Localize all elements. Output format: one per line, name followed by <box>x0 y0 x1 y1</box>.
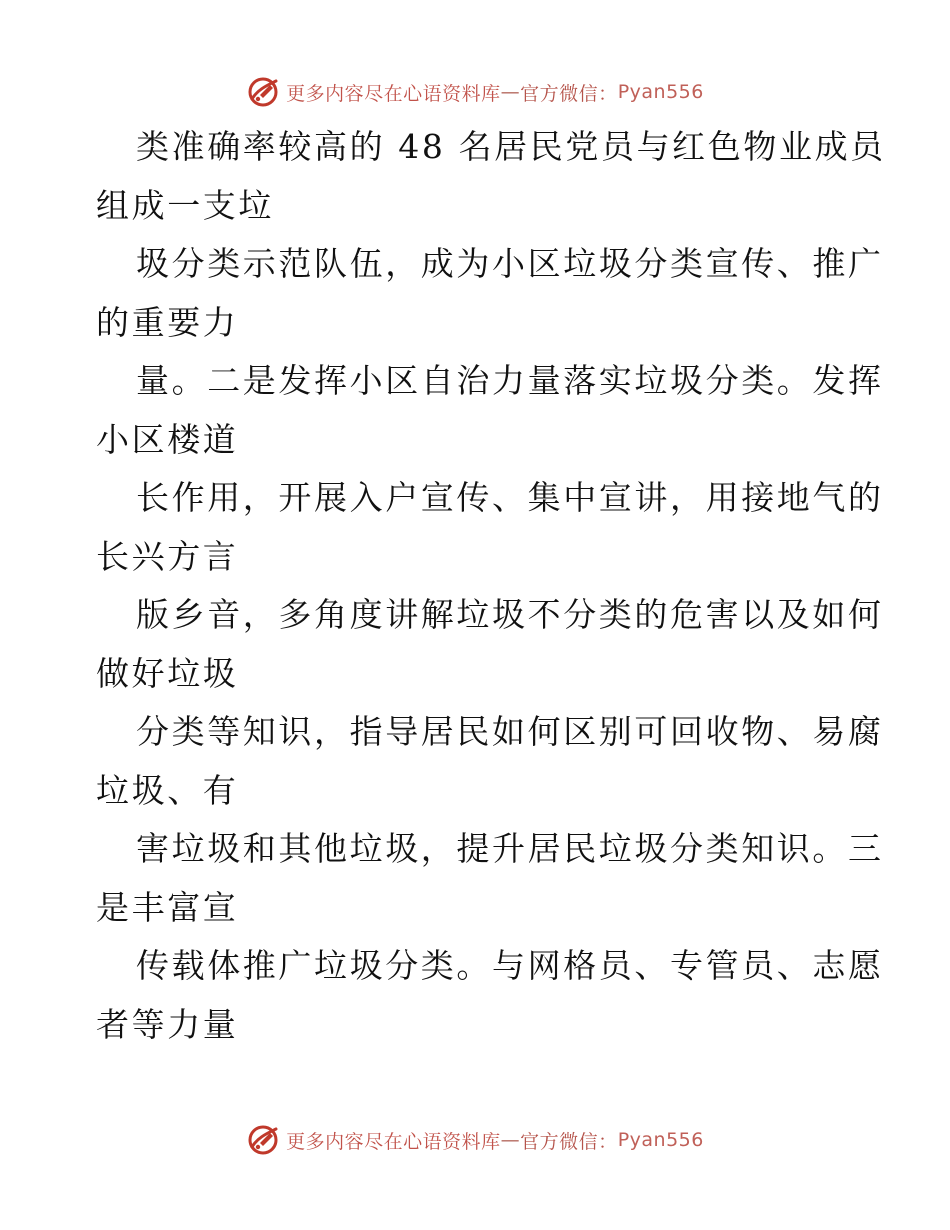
text-line: 长作用，开展入户宣传、集中宣讲，用接地气的 <box>136 478 884 517</box>
pen-swirl-logo-icon <box>246 75 280 109</box>
banner-wechat-id: Pyan556 <box>617 1129 704 1151</box>
footer-banner <box>0 1120 950 1160</box>
pen-swirl-logo-icon <box>246 1123 280 1157</box>
text-line: 版乡音，多角度讲解垃圾不分类的危害以及如何 <box>136 595 884 634</box>
text-line: 的重要力 <box>96 302 239 342</box>
text-line-pair <box>96 118 886 235</box>
banner-brand-text: 更多内容尽在心语资料库 <box>286 82 501 105</box>
banner-dash: — <box>500 1129 521 1151</box>
text-line: 传载体推广垃圾分类。与网格员、专管员、志愿 <box>136 946 884 985</box>
text-line-pair <box>96 937 884 1054</box>
banner-wechat-label: 官方微信： <box>520 82 618 105</box>
text-line: 长兴方言 <box>96 536 239 576</box>
banner-dash: — <box>500 81 521 103</box>
banner-brand-text: 更多内容尽在心语资料库 <box>286 1130 501 1153</box>
text-line: 是丰富宣 <box>96 887 239 927</box>
text-line-pair <box>96 469 884 586</box>
text-line: 类准确率较高的 48 名居民党员与红色物业成员 <box>136 127 886 166</box>
text-line: 组成一支垃 <box>96 185 274 225</box>
text-line: 者等力量 <box>96 1004 239 1044</box>
text-line-pair <box>96 235 884 352</box>
text-line-pair <box>96 820 884 937</box>
text-line-pair <box>96 586 884 703</box>
text-line: 小区楼道 <box>96 419 239 459</box>
banner-wechat-id: Pyan556 <box>617 81 704 103</box>
document-body <box>96 118 886 1054</box>
text-line: 圾分类示范队伍，成为小区垃圾分类宣传、推广 <box>136 244 884 283</box>
text-line-pair <box>96 703 884 820</box>
text-line-pair <box>96 352 884 469</box>
header-banner <box>0 72 950 112</box>
text-line: 垃圾、有 <box>96 770 239 810</box>
text-line: 量。二是发挥小区自治力量落实垃圾分类。发挥 <box>136 361 884 400</box>
banner-wechat-label: 官方微信： <box>520 1130 618 1153</box>
text-line: 做好垃圾 <box>96 653 239 693</box>
text-line: 害垃圾和其他垃圾，提升居民垃圾分类知识。三 <box>136 829 884 868</box>
text-line: 分类等知识，指导居民如何区别可回收物、易腐 <box>136 712 884 751</box>
